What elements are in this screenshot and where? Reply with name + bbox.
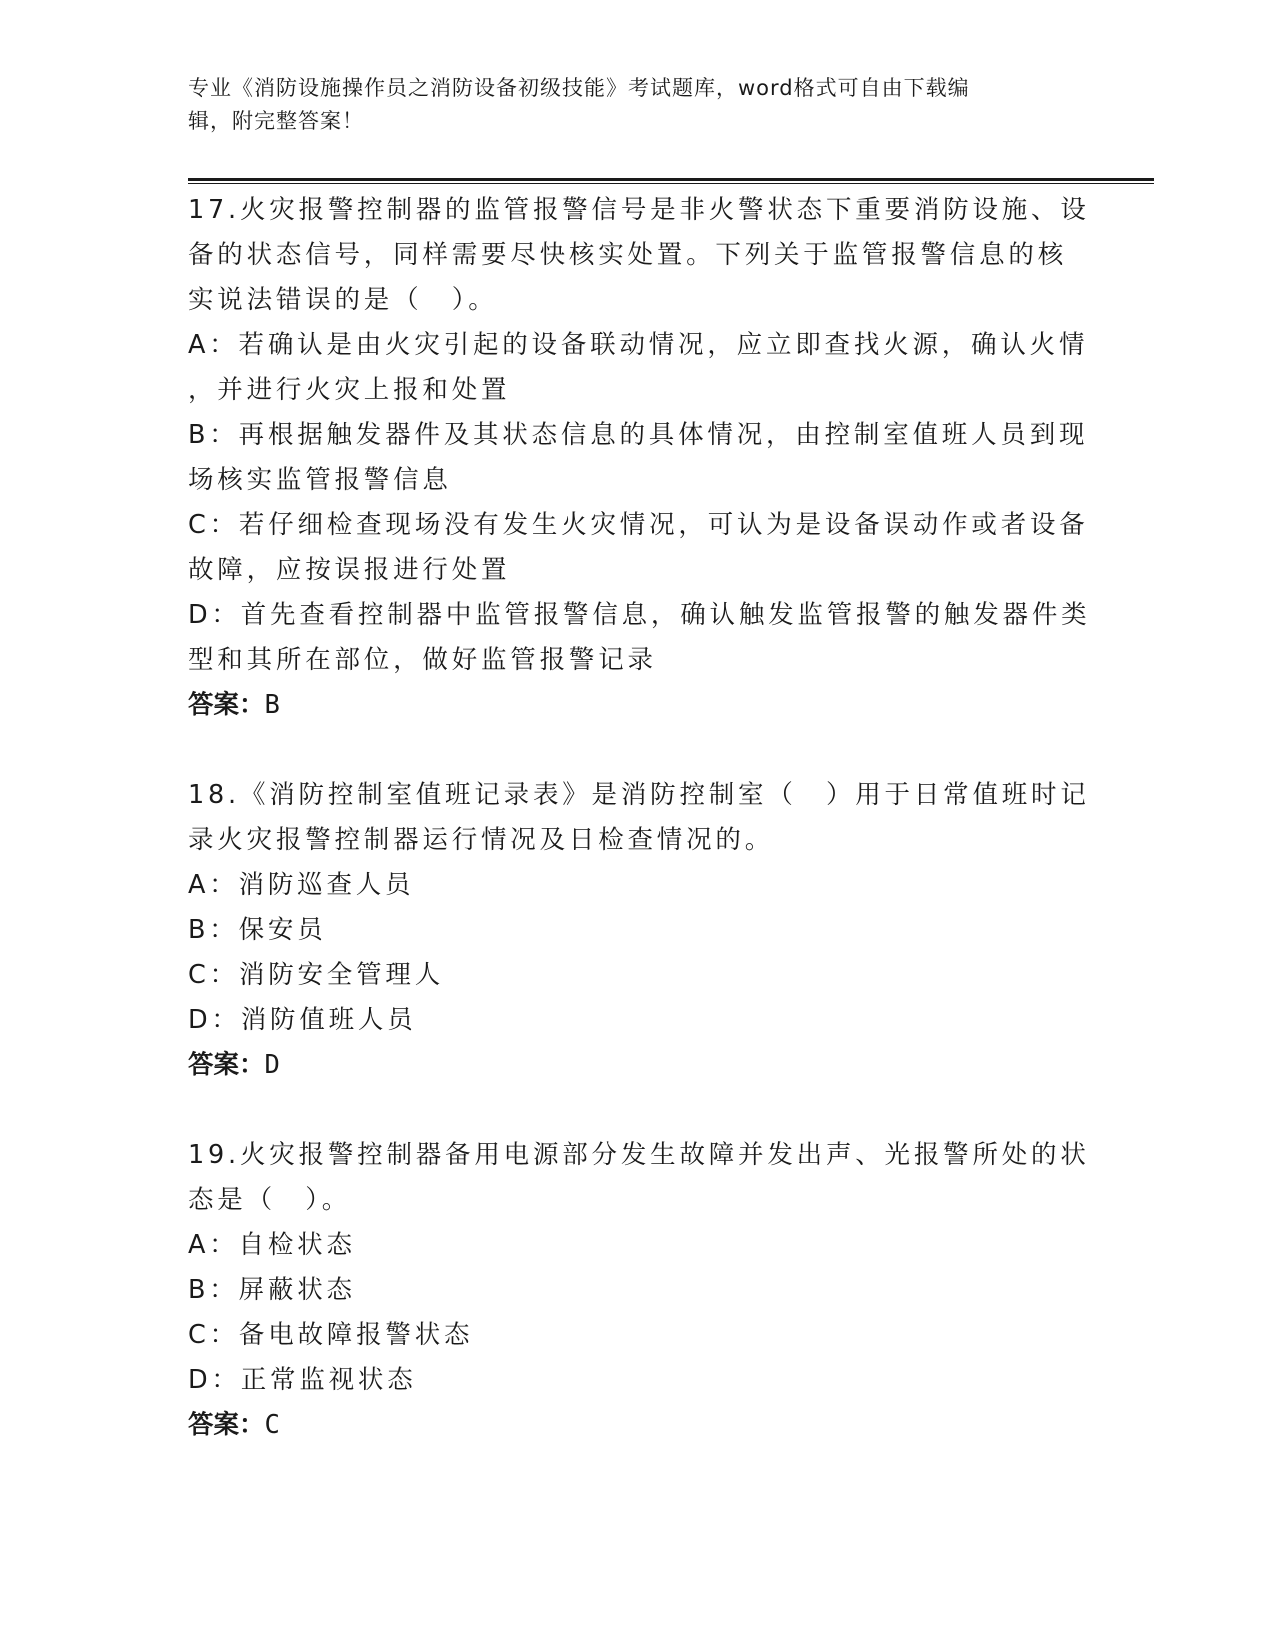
option-c: C：备电故障报警状态 — [188, 1320, 474, 1350]
option-c: C：若仔细检查现场没有发生火灾情况，可认为是设备误动作或者设备 — [188, 510, 1089, 540]
question-stem-line: 19.火灾报警控制器备用电源部分发生故障并发出声、光报警所处的状 — [188, 1140, 1090, 1170]
question-list — [188, 188, 1091, 1448]
option-d: D：消防值班人员 — [188, 1005, 417, 1035]
option-a: A：若确认是由火灾引起的设备联动情况，应立即查找火源，确认火情 — [188, 330, 1089, 360]
option-a: A：消防巡查人员 — [188, 870, 415, 900]
question-stem-line: 17.火灾报警控制器的监管报警信号是非火警状态下重要消防设施、设 — [188, 195, 1090, 225]
option-c: C：消防安全管理人 — [188, 960, 445, 990]
question-stem-line: 态是（ ）。 — [188, 1185, 352, 1215]
answer-label: 答案： — [188, 1410, 265, 1440]
option-b: B：屏蔽状态 — [188, 1275, 356, 1305]
header-line-2: 辑，附完整答案！ — [188, 109, 364, 133]
header-divider-thick — [188, 178, 1154, 181]
answer-value: D — [264, 1050, 280, 1080]
question-spacer — [188, 1088, 1078, 1133]
document-header — [188, 72, 1068, 138]
question-spacer — [188, 728, 1078, 773]
option-b: B：再根据触发器件及其状态信息的具体情况，由控制室值班人员到现 — [188, 420, 1089, 450]
question-stem-line: 18.《消防控制室值班记录表》是消防控制室（ ）用于日常值班时记 — [188, 780, 1090, 810]
option-c-continued: 故障，应按误报进行处置 — [188, 555, 511, 585]
answer-value: B — [264, 690, 280, 720]
question-stem-line: 备的状态信号，同样需要尽快核实处置。下列关于监管报警信息的核 — [188, 240, 1068, 270]
question-17 — [188, 188, 1091, 728]
answer-value: C — [264, 1410, 280, 1440]
question-stem-line: 实说法错误的是（ ）。 — [188, 285, 498, 315]
question-19 — [188, 1133, 1090, 1448]
option-b-continued: 场核实监管报警信息 — [188, 465, 452, 495]
answer-label: 答案： — [188, 690, 265, 720]
option-d-continued: 型和其所在部位，做好监管报警记录 — [188, 645, 657, 675]
question-stem-line: 录火灾报警控制器运行情况及日检查情况的。 — [188, 825, 775, 855]
answer-line — [188, 1043, 1078, 1088]
answer-line — [188, 1403, 1078, 1448]
option-d: D：正常监视状态 — [188, 1365, 417, 1395]
option-a-continued: ，并进行火灾上报和处置 — [188, 375, 511, 405]
option-b: B：保安员 — [188, 915, 327, 945]
option-d: D：首先查看控制器中监管报警信息，确认触发监管报警的触发器件类 — [188, 600, 1091, 630]
header-line-1: 专业《消防设施操作员之消防设备初级技能》考试题库，word格式可自由下载编 — [188, 76, 970, 100]
question-18 — [188, 773, 1090, 1088]
option-a: A：自检状态 — [188, 1230, 356, 1260]
answer-line — [188, 683, 1078, 728]
header-divider-thin — [188, 183, 1154, 184]
answer-label: 答案： — [188, 1050, 265, 1080]
